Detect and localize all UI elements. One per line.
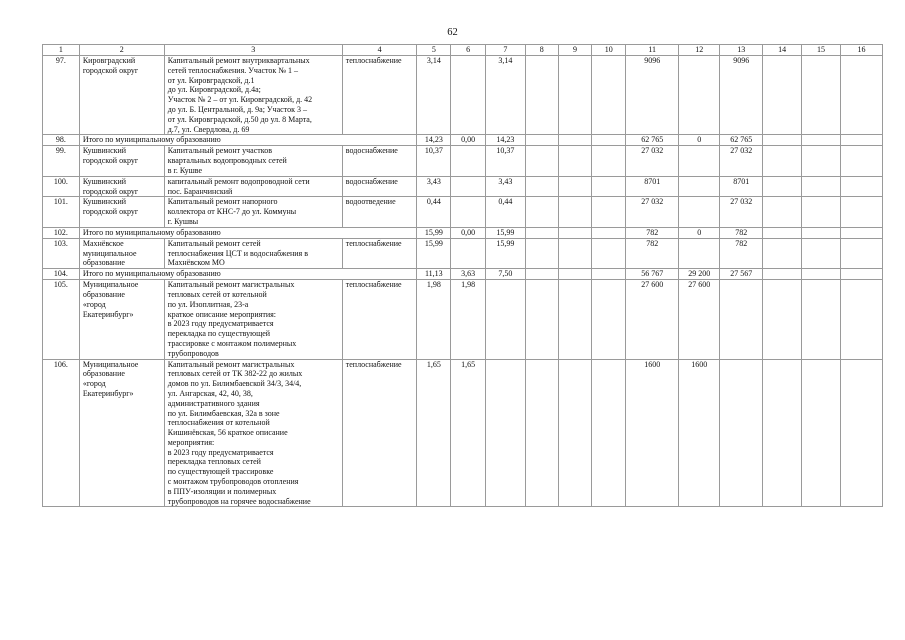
- work-type-cell: теплоснабжение: [342, 280, 417, 359]
- value-cell: 27 032: [626, 197, 679, 227]
- work-type-cell: водоотведение: [342, 197, 417, 227]
- description-cell: [164, 359, 342, 507]
- value-cell: [802, 269, 841, 280]
- text-line: до ул. Б. Центральной, д. 9а; Участок 3 –: [167, 104, 307, 114]
- text-line: городской округ: [82, 156, 139, 166]
- value-cell: [525, 227, 558, 238]
- header-cell: 3: [164, 45, 342, 56]
- value-cell: [763, 280, 802, 359]
- total-label: Итого по муниципальному образованию: [79, 227, 417, 238]
- header-row: [43, 45, 883, 56]
- text-line: «город: [82, 379, 106, 389]
- header-cell: 1: [43, 45, 80, 56]
- value-cell: [558, 227, 592, 238]
- value-cell: [451, 176, 486, 197]
- value-cell: [451, 238, 486, 268]
- row-number: 98.: [43, 135, 80, 146]
- value-cell: [592, 269, 626, 280]
- value-cell: [525, 269, 558, 280]
- table-row: [43, 56, 883, 135]
- value-cell: [679, 238, 720, 268]
- row-number: 106.: [43, 359, 80, 507]
- text-line: Капитальный ремонт магистральных: [167, 359, 295, 369]
- program-table: [42, 44, 883, 507]
- text-line: городской округ: [82, 65, 139, 75]
- row-number: 105.: [43, 280, 80, 359]
- value-cell: 7,50: [485, 269, 525, 280]
- value-cell: [558, 197, 592, 227]
- value-cell: [840, 269, 882, 280]
- header-cell: 2: [79, 45, 164, 56]
- value-cell: 10,37: [485, 146, 525, 176]
- text-line: Махнёвское: [82, 238, 124, 248]
- text-line: по ул. Билимбаевская, 32а в зоне: [167, 408, 280, 418]
- value-cell: 0,00: [451, 135, 486, 146]
- value-cell: [802, 197, 841, 227]
- value-cell: 62 765: [720, 135, 763, 146]
- value-cell: 1,98: [451, 280, 486, 359]
- value-cell: [840, 197, 882, 227]
- value-cell: 0,44: [485, 197, 525, 227]
- value-cell: [451, 56, 486, 135]
- table-row: [43, 176, 883, 197]
- text-line: Кишинёвская, 56 краткое описание: [167, 428, 288, 438]
- value-cell: [592, 280, 626, 359]
- description-cell: [164, 238, 342, 268]
- value-cell: [763, 238, 802, 268]
- header-cell: 14: [763, 45, 802, 56]
- text-line: в 2023 году предусматривается: [167, 319, 274, 329]
- value-cell: 3,43: [485, 176, 525, 197]
- description-cell: [164, 176, 342, 197]
- value-cell: 782: [626, 238, 679, 268]
- value-cell: 0: [679, 227, 720, 238]
- text-line: в ППУ-изоляции и полимерных: [167, 486, 277, 496]
- row-number: 97.: [43, 56, 80, 135]
- text-line: теплоснабжения ЦСТ и водоснабжения в: [167, 248, 309, 258]
- value-cell: 62 765: [626, 135, 679, 146]
- value-cell: [679, 146, 720, 176]
- text-line: в г. Кушве: [167, 165, 203, 175]
- text-line: Муниципальное: [82, 280, 139, 290]
- text-line: Кушвинский: [82, 146, 127, 156]
- text-line: капитальный ремонт водопроводной сети: [167, 176, 310, 186]
- total-label: Итого по муниципальному образованию: [79, 135, 417, 146]
- value-cell: [679, 56, 720, 135]
- text-line: Муниципальное: [82, 359, 139, 369]
- value-cell: [485, 280, 525, 359]
- header-cell: 9: [558, 45, 592, 56]
- page-number: 62: [447, 27, 458, 38]
- header-cell: 11: [626, 45, 679, 56]
- value-cell: [525, 56, 558, 135]
- value-cell: [802, 227, 841, 238]
- value-cell: 10,37: [417, 146, 451, 176]
- text-line: Капитальный ремонт участков: [167, 146, 273, 156]
- table-row: [43, 280, 883, 359]
- value-cell: 3,43: [417, 176, 451, 197]
- value-cell: [525, 197, 558, 227]
- work-type-cell: теплоснабжение: [342, 56, 417, 135]
- value-cell: 782: [720, 238, 763, 268]
- text-line: квартальных водопроводных сетей: [167, 156, 287, 166]
- header-cell: 15: [802, 45, 841, 56]
- value-cell: [720, 280, 763, 359]
- value-cell: [558, 280, 592, 359]
- value-cell: 1,65: [417, 359, 451, 507]
- value-cell: [802, 146, 841, 176]
- value-cell: [763, 269, 802, 280]
- row-number: 101.: [43, 197, 80, 227]
- value-cell: [840, 146, 882, 176]
- header-cell: 7: [485, 45, 525, 56]
- value-cell: 3,14: [417, 56, 451, 135]
- row-number: 104.: [43, 269, 80, 280]
- value-cell: 27 032: [720, 197, 763, 227]
- municipality-cell: [79, 146, 164, 176]
- value-cell: 1600: [679, 359, 720, 507]
- value-cell: [485, 359, 525, 507]
- text-line: Кировградский: [82, 56, 136, 65]
- header-cell: 16: [840, 45, 882, 56]
- text-line: в 2023 году предусматривается: [167, 447, 274, 457]
- text-line: городской округ: [82, 186, 139, 196]
- text-line: домов по ул. Билимбаевской 34/3, 34/4,: [167, 379, 302, 389]
- text-line: до ул. Кировградской, д.4а;: [167, 85, 261, 95]
- value-cell: [840, 280, 882, 359]
- value-cell: 1600: [626, 359, 679, 507]
- value-cell: 1,98: [417, 280, 451, 359]
- value-cell: 11,13: [417, 269, 451, 280]
- value-cell: 3,63: [451, 269, 486, 280]
- value-cell: [679, 197, 720, 227]
- description-cell: [164, 56, 342, 135]
- value-cell: [763, 176, 802, 197]
- text-line: мероприятия:: [167, 437, 215, 447]
- value-cell: 27 032: [720, 146, 763, 176]
- municipality-cell: [79, 280, 164, 359]
- value-cell: 14,23: [417, 135, 451, 146]
- value-cell: [763, 227, 802, 238]
- value-cell: 8701: [720, 176, 763, 197]
- text-line: административного здания: [167, 398, 260, 408]
- text-line: трубопроводов на горячее водоснабжение: [167, 496, 311, 506]
- text-line: от ул. Кировградской, д.1: [167, 75, 255, 85]
- value-cell: [558, 176, 592, 197]
- total-label: Итого по муниципальному образованию: [79, 269, 417, 280]
- text-line: коллектора от КНС-7 до ул. Коммуны: [167, 207, 297, 217]
- text-line: трассировке с монтажом полимерных: [167, 338, 297, 348]
- table-row: [43, 359, 883, 507]
- value-cell: 27 032: [626, 146, 679, 176]
- row-number: 99.: [43, 146, 80, 176]
- header-cell: 4: [342, 45, 417, 56]
- value-cell: [802, 56, 841, 135]
- value-cell: 0: [679, 135, 720, 146]
- row-number: 103.: [43, 238, 80, 268]
- value-cell: 8701: [626, 176, 679, 197]
- value-cell: [840, 176, 882, 197]
- text-line: теплоснабжения от котельной: [167, 418, 270, 428]
- value-cell: [451, 146, 486, 176]
- value-cell: [763, 197, 802, 227]
- value-cell: [679, 176, 720, 197]
- header-cell: 13: [720, 45, 763, 56]
- text-line: Махнёвском МО: [167, 258, 225, 268]
- row-number: 102.: [43, 227, 80, 238]
- value-cell: 56 767: [626, 269, 679, 280]
- text-line: Капитальный ремонт внутриквартальных: [167, 56, 310, 65]
- value-cell: [451, 197, 486, 227]
- header-cell: 12: [679, 45, 720, 56]
- text-line: по существующей трассировке: [167, 467, 274, 477]
- work-type-cell: водоснабжение: [342, 176, 417, 197]
- value-cell: 15,99: [485, 238, 525, 268]
- text-line: г. Кушвы: [167, 216, 199, 226]
- text-line: муниципальное: [82, 248, 137, 258]
- value-cell: [558, 269, 592, 280]
- value-cell: [763, 135, 802, 146]
- description-cell: [164, 280, 342, 359]
- header-cell: 10: [592, 45, 626, 56]
- value-cell: [592, 56, 626, 135]
- value-cell: [840, 56, 882, 135]
- value-cell: [592, 176, 626, 197]
- value-cell: [802, 359, 841, 507]
- value-cell: [840, 359, 882, 507]
- value-cell: 29 200: [679, 269, 720, 280]
- header-cell: 8: [525, 45, 558, 56]
- value-cell: [525, 176, 558, 197]
- text-line: по ул. Изоплитная, 23-а: [167, 299, 249, 309]
- work-type-cell: теплоснабжение: [342, 238, 417, 268]
- value-cell: 3,14: [485, 56, 525, 135]
- value-cell: 9096: [626, 56, 679, 135]
- municipality-cell: [79, 238, 164, 268]
- text-line: Участок № 2 – от ул. Кировградской, д. 42: [167, 95, 313, 105]
- value-cell: [840, 238, 882, 268]
- table-row: [43, 238, 883, 268]
- header-cell: 6: [451, 45, 486, 56]
- total-row: [43, 269, 883, 280]
- municipality-cell: [79, 197, 164, 227]
- value-cell: [592, 146, 626, 176]
- text-line: образование: [82, 258, 125, 268]
- description-cell: [164, 146, 342, 176]
- text-line: ул. Ангарская, 42, 40, 38,: [167, 388, 253, 398]
- value-cell: [763, 146, 802, 176]
- value-cell: [558, 146, 592, 176]
- value-cell: 27 567: [720, 269, 763, 280]
- value-cell: [592, 197, 626, 227]
- work-type-cell: водоснабжение: [342, 146, 417, 176]
- value-cell: [558, 135, 592, 146]
- text-line: тепловых сетей от котельной: [167, 289, 267, 299]
- text-line: трубопроводов: [167, 348, 219, 358]
- total-row: [43, 227, 883, 238]
- value-cell: 15,99: [417, 238, 451, 268]
- municipality-cell: [79, 359, 164, 507]
- value-cell: 782: [626, 227, 679, 238]
- value-cell: [592, 135, 626, 146]
- value-cell: [558, 56, 592, 135]
- value-cell: 27 600: [679, 280, 720, 359]
- value-cell: [525, 280, 558, 359]
- value-cell: [802, 238, 841, 268]
- value-cell: 782: [720, 227, 763, 238]
- work-type-cell: теплоснабжение: [342, 359, 417, 507]
- value-cell: [840, 227, 882, 238]
- value-cell: [802, 280, 841, 359]
- value-cell: [763, 56, 802, 135]
- value-cell: [592, 238, 626, 268]
- text-line: Екатеринбург»: [82, 309, 134, 319]
- table-row: [43, 197, 883, 227]
- text-line: городской округ: [82, 207, 139, 217]
- text-line: «город: [82, 299, 106, 309]
- text-line: образование: [82, 289, 125, 299]
- text-line: Екатеринбург»: [82, 388, 134, 398]
- value-cell: [763, 359, 802, 507]
- value-cell: 15,99: [485, 227, 525, 238]
- table-row: [43, 146, 883, 176]
- value-cell: [592, 227, 626, 238]
- value-cell: 0,44: [417, 197, 451, 227]
- text-line: перекладка тепловых сетей: [167, 457, 261, 467]
- row-number: 100.: [43, 176, 80, 197]
- value-cell: 9096: [720, 56, 763, 135]
- value-cell: [525, 359, 558, 507]
- value-cell: [558, 359, 592, 507]
- value-cell: [558, 238, 592, 268]
- value-cell: [802, 135, 841, 146]
- total-row: [43, 135, 883, 146]
- value-cell: 1,65: [451, 359, 486, 507]
- value-cell: [802, 176, 841, 197]
- value-cell: [525, 238, 558, 268]
- municipality-cell: [79, 176, 164, 197]
- value-cell: 27 600: [626, 280, 679, 359]
- text-line: Капитальный ремонт магистральных: [167, 280, 295, 290]
- value-cell: 0,00: [451, 227, 486, 238]
- text-line: образование: [82, 369, 125, 379]
- text-line: Кушвинский: [82, 197, 127, 207]
- text-line: Капитальный ремонт напорного: [167, 197, 278, 207]
- value-cell: 14,23: [485, 135, 525, 146]
- value-cell: 15,99: [417, 227, 451, 238]
- text-line: краткое описание мероприятия:: [167, 309, 276, 319]
- header-cell: 5: [417, 45, 451, 56]
- text-line: Капитальный ремонт сетей: [167, 238, 261, 248]
- text-line: перекладка по существующей: [167, 329, 271, 339]
- value-cell: [592, 359, 626, 507]
- value-cell: [840, 135, 882, 146]
- value-cell: [525, 135, 558, 146]
- text-line: тепловых сетей от ТК 382-22 до жилых: [167, 369, 303, 379]
- text-line: от ул. Кировградской, д.50 до ул. 8 Марта,: [167, 114, 312, 124]
- text-line: сетей теплоснабжения. Участок № 1 –: [167, 65, 298, 75]
- municipality-cell: [79, 56, 164, 135]
- value-cell: [525, 146, 558, 176]
- text-line: пос. Баранчинский: [167, 186, 233, 196]
- description-cell: [164, 197, 342, 227]
- text-line: д.7, ул. Свердлова, д. 69: [167, 124, 250, 134]
- value-cell: [720, 359, 763, 507]
- text-line: Кушвинский: [82, 176, 127, 186]
- text-line: с монтажом трубопроводов отопления: [167, 477, 299, 487]
